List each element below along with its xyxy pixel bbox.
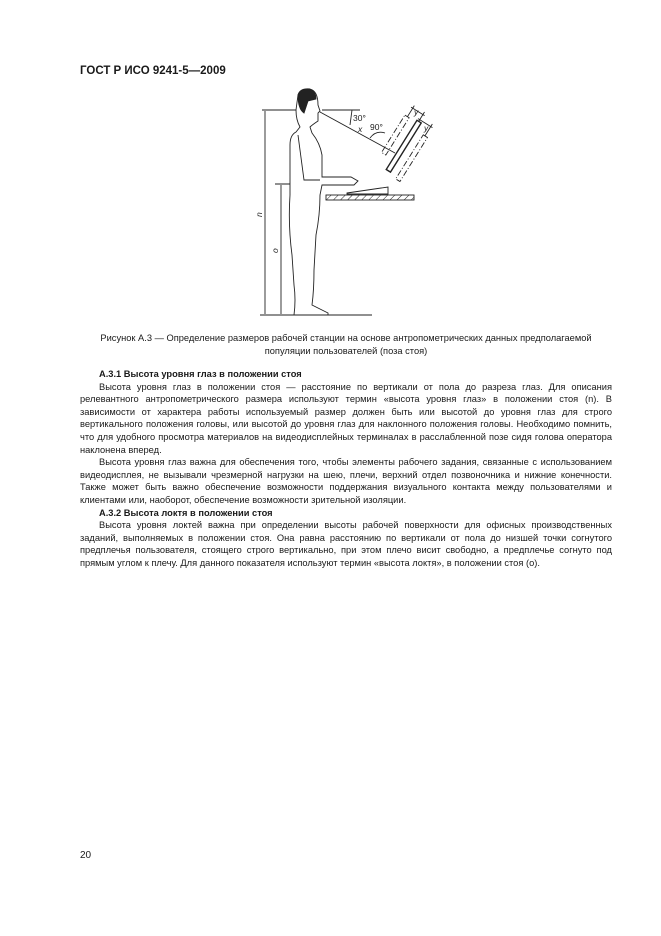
label-y2: y (424, 123, 429, 133)
label-x: x (358, 124, 363, 134)
document-body (80, 368, 612, 570)
section-heading: А.3.2 Высота локтя в положении стоя (99, 507, 273, 518)
document-header: ГОСТ Р ИСО 9241-5—2009 (80, 65, 226, 77)
section-heading: А.3.1 Высота уровня глаз в положении стоя (99, 369, 302, 379)
desk (326, 195, 414, 200)
paragraph: Высота уровня глаз важна для обеспечения того, чтобы элементы рабочего задания, связанные с использованием видеодисплея, не вызывали чрезмерной нагрузки на шею, плечи, верхний отдел позвоночника и нижние конечности. Также может быть важно обеспечение возможности поддержания визуального контакта между пользователями и клиентами или, наоборот, обеспечение возможности зрительной изоляции. (80, 457, 612, 505)
figure-caption: Рисунок А.3 — Определение размеров рабочей станции на основе антропометрических данных предполагаемой популяции пользователей (поза стоя) (100, 333, 592, 356)
page-number: 20 (80, 850, 92, 861)
label-y1: y (414, 107, 419, 117)
paragraph: Высота уровня локтей важна при определении высоты рабочей поверхности для офисных производственных заданий, выполняемых в положении стоя. Она равна расстоянию по вертикали от пола до низшей точки согнутого предплечья пользователя, стоящего строго вертикально, при этом плечо висит свободно, а предплечье согнуто под прямым углом к плечу. Для данного показателя используют термин «высота локтя», в положении стоя (o). (80, 520, 612, 568)
figure-standing-workstation (250, 85, 450, 325)
label-n: n (254, 212, 264, 217)
paragraph: Высота уровня глаз в положении стоя — расстояние по вертикали от пола до разреза глаз. Для описания релевантного антропометрического размера используют термин «высота уровня глаз» в положении стоя (n). В зависимости от характера работы используемый размер должен быть или высотой до уровня глаз для строго вертикального положения головы, или высотой до уровня глаз для наклонного положения головы. Необходимо помнить, что для удобного просмотра материалов на видеодисплейных терминалах в расслабленной позе сидя голова оператора наклонена вперед. (80, 381, 612, 455)
label-o: o (270, 248, 280, 253)
person-silhouette (289, 89, 358, 315)
keyboard (347, 187, 388, 194)
label-30deg: 30° (353, 113, 366, 123)
monitor-positions (374, 104, 438, 181)
label-90deg: 90° (370, 122, 383, 132)
